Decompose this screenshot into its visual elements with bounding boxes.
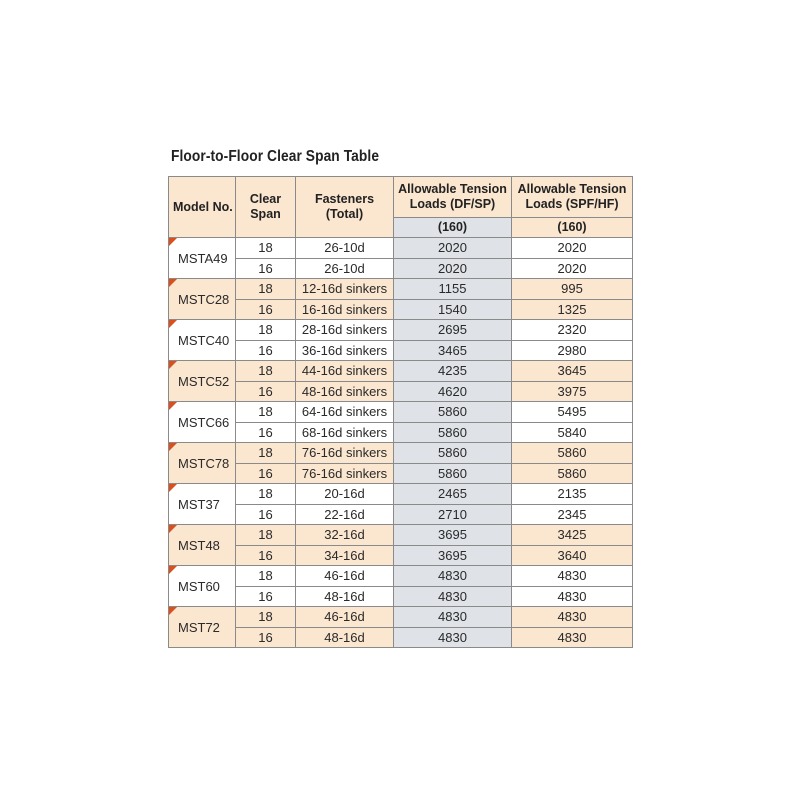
df-load-cell: 2695 bbox=[394, 320, 512, 341]
table-row bbox=[169, 627, 633, 648]
span-cell: 16 bbox=[236, 258, 296, 279]
spf-load-cell: 4830 bbox=[512, 566, 633, 587]
model-label: MSTC28 bbox=[178, 291, 230, 307]
fasteners-cell: 48-16d bbox=[296, 627, 394, 648]
df-load-cell: 5860 bbox=[394, 422, 512, 443]
spf-load-cell: 4830 bbox=[512, 586, 633, 607]
span-cell: 18 bbox=[236, 566, 296, 587]
fasteners-cell: 26-10d bbox=[296, 238, 394, 259]
header-spf-duration: (160) bbox=[512, 218, 633, 238]
header-load-spf-line1: Allowable Tension bbox=[517, 182, 627, 196]
header-load-df-line1: Allowable Tension bbox=[398, 182, 507, 196]
df-load-cell: 4620 bbox=[394, 381, 512, 402]
spf-load-cell: 1325 bbox=[512, 299, 633, 320]
spf-load-cell: 3645 bbox=[512, 361, 633, 382]
model-label: MST60 bbox=[178, 578, 220, 594]
df-load-cell: 5860 bbox=[394, 443, 512, 464]
corner-flag-icon bbox=[169, 238, 177, 246]
table-row bbox=[169, 484, 633, 505]
span-cell: 16 bbox=[236, 463, 296, 484]
corner-flag-icon bbox=[169, 484, 177, 492]
span-cell: 16 bbox=[236, 627, 296, 648]
clear-span-table bbox=[168, 176, 633, 648]
df-load-cell: 4830 bbox=[394, 566, 512, 587]
spf-load-cell: 2980 bbox=[512, 340, 633, 361]
span-cell: 16 bbox=[236, 340, 296, 361]
table-title: Floor-to-Floor Clear Span Table bbox=[171, 148, 380, 165]
header-clear-span-line2: Span bbox=[250, 207, 281, 221]
span-cell: 18 bbox=[236, 484, 296, 505]
header-model-label: Model No. bbox=[173, 199, 233, 214]
table-row bbox=[169, 545, 633, 566]
df-load-cell: 2020 bbox=[394, 238, 512, 259]
fasteners-cell: 16-16d sinkers bbox=[296, 299, 394, 320]
fasteners-cell: 28-16d sinkers bbox=[296, 320, 394, 341]
model-label: MST48 bbox=[178, 537, 220, 553]
model-cell bbox=[169, 402, 236, 443]
span-cell: 18 bbox=[236, 279, 296, 300]
header-fasteners-line2: (Total) bbox=[325, 207, 364, 221]
fasteners-cell: 26-10d bbox=[296, 258, 394, 279]
header-df-duration: (160) bbox=[394, 218, 512, 238]
span-cell: 18 bbox=[236, 607, 296, 628]
spf-load-cell: 2320 bbox=[512, 320, 633, 341]
span-cell: 16 bbox=[236, 504, 296, 525]
header-fasteners-line1: Fasteners bbox=[314, 192, 375, 206]
df-load-cell: 5860 bbox=[394, 402, 512, 423]
model-label: MSTC78 bbox=[178, 455, 230, 471]
spf-load-cell: 3975 bbox=[512, 381, 633, 402]
df-load-cell: 4830 bbox=[394, 627, 512, 648]
header-clear-span bbox=[236, 177, 296, 238]
model-label: MSTC52 bbox=[178, 373, 230, 389]
df-load-cell: 3695 bbox=[394, 545, 512, 566]
spf-load-cell: 2135 bbox=[512, 484, 633, 505]
model-cell bbox=[169, 443, 236, 484]
fasteners-cell: 34-16d bbox=[296, 545, 394, 566]
fasteners-cell: 12-16d sinkers bbox=[296, 279, 394, 300]
model-label: MST72 bbox=[178, 619, 220, 635]
spf-load-cell: 5495 bbox=[512, 402, 633, 423]
table-row bbox=[169, 361, 633, 382]
table-row bbox=[169, 586, 633, 607]
fasteners-cell: 76-16d sinkers bbox=[296, 463, 394, 484]
span-cell: 18 bbox=[236, 361, 296, 382]
corner-flag-icon bbox=[169, 525, 177, 533]
corner-flag-icon bbox=[169, 279, 177, 287]
model-cell bbox=[169, 279, 236, 320]
model-cell bbox=[169, 361, 236, 402]
header-load-df-line2: Loads (DF/SP) bbox=[409, 197, 496, 211]
spf-load-cell: 4830 bbox=[512, 627, 633, 648]
df-load-cell: 4235 bbox=[394, 361, 512, 382]
header-model-no bbox=[169, 177, 236, 238]
model-label: MST37 bbox=[178, 496, 220, 512]
span-cell: 16 bbox=[236, 586, 296, 607]
model-cell bbox=[169, 566, 236, 607]
corner-flag-icon bbox=[169, 320, 177, 328]
table-row bbox=[169, 402, 633, 423]
span-cell: 16 bbox=[236, 422, 296, 443]
header-load-spf-line2: Loads (SPF/HF) bbox=[525, 197, 619, 211]
spf-load-cell: 3640 bbox=[512, 545, 633, 566]
table-row bbox=[169, 340, 633, 361]
fasteners-cell: 20-16d bbox=[296, 484, 394, 505]
model-label: MSTC40 bbox=[178, 332, 230, 348]
fasteners-cell: 48-16d sinkers bbox=[296, 381, 394, 402]
model-cell bbox=[169, 484, 236, 525]
table-row bbox=[169, 320, 633, 341]
table-body bbox=[169, 238, 633, 648]
df-load-cell: 4830 bbox=[394, 607, 512, 628]
table-row bbox=[169, 422, 633, 443]
span-cell: 18 bbox=[236, 238, 296, 259]
df-load-cell: 2710 bbox=[394, 504, 512, 525]
df-load-cell: 1540 bbox=[394, 299, 512, 320]
spf-load-cell: 4830 bbox=[512, 607, 633, 628]
span-cell: 18 bbox=[236, 443, 296, 464]
df-load-cell: 1155 bbox=[394, 279, 512, 300]
span-cell: 16 bbox=[236, 299, 296, 320]
span-cell: 18 bbox=[236, 320, 296, 341]
model-label: MSTA49 bbox=[178, 250, 228, 266]
header-load-df bbox=[394, 177, 512, 218]
span-cell: 18 bbox=[236, 402, 296, 423]
corner-flag-icon bbox=[169, 361, 177, 369]
df-load-cell: 3465 bbox=[394, 340, 512, 361]
corner-flag-icon bbox=[169, 402, 177, 410]
fasteners-cell: 44-16d sinkers bbox=[296, 361, 394, 382]
fasteners-cell: 36-16d sinkers bbox=[296, 340, 394, 361]
spf-load-cell: 5860 bbox=[512, 463, 633, 484]
table-row bbox=[169, 566, 633, 587]
model-cell bbox=[169, 238, 236, 279]
header-row bbox=[169, 177, 633, 218]
model-label: MSTC66 bbox=[178, 414, 230, 430]
fasteners-cell: 64-16d sinkers bbox=[296, 402, 394, 423]
spf-load-cell: 3425 bbox=[512, 525, 633, 546]
span-cell: 16 bbox=[236, 381, 296, 402]
corner-flag-icon bbox=[169, 566, 177, 574]
fasteners-cell: 76-16d sinkers bbox=[296, 443, 394, 464]
df-load-cell: 4830 bbox=[394, 586, 512, 607]
corner-flag-icon bbox=[169, 443, 177, 451]
model-cell bbox=[169, 607, 236, 648]
fasteners-cell: 68-16d sinkers bbox=[296, 422, 394, 443]
corner-flag-icon bbox=[169, 607, 177, 615]
model-cell bbox=[169, 525, 236, 566]
spf-load-cell: 5840 bbox=[512, 422, 633, 443]
df-load-cell: 2465 bbox=[394, 484, 512, 505]
fasteners-cell: 32-16d bbox=[296, 525, 394, 546]
table-row bbox=[169, 258, 633, 279]
table-row bbox=[169, 525, 633, 546]
table-row bbox=[169, 463, 633, 484]
spf-load-cell: 5860 bbox=[512, 443, 633, 464]
span-cell: 18 bbox=[236, 525, 296, 546]
spf-load-cell: 2020 bbox=[512, 238, 633, 259]
fasteners-cell: 22-16d bbox=[296, 504, 394, 525]
spf-load-cell: 2345 bbox=[512, 504, 633, 525]
fasteners-cell: 46-16d bbox=[296, 607, 394, 628]
df-load-cell: 5860 bbox=[394, 463, 512, 484]
df-load-cell: 3695 bbox=[394, 525, 512, 546]
header-load-spf bbox=[512, 177, 633, 218]
fasteners-cell: 48-16d bbox=[296, 586, 394, 607]
table-row bbox=[169, 381, 633, 402]
table-row bbox=[169, 504, 633, 525]
table-row bbox=[169, 279, 633, 300]
table-row bbox=[169, 299, 633, 320]
model-cell bbox=[169, 320, 236, 361]
table-header bbox=[169, 177, 633, 238]
df-load-cell: 2020 bbox=[394, 258, 512, 279]
spf-load-cell: 995 bbox=[512, 279, 633, 300]
span-cell: 16 bbox=[236, 545, 296, 566]
spf-load-cell: 2020 bbox=[512, 258, 633, 279]
fasteners-cell: 46-16d bbox=[296, 566, 394, 587]
table-row bbox=[169, 607, 633, 628]
table-row bbox=[169, 443, 633, 464]
table-row bbox=[169, 238, 633, 259]
header-clear-span-line1: Clear bbox=[249, 192, 282, 206]
header-fasteners bbox=[296, 177, 394, 238]
